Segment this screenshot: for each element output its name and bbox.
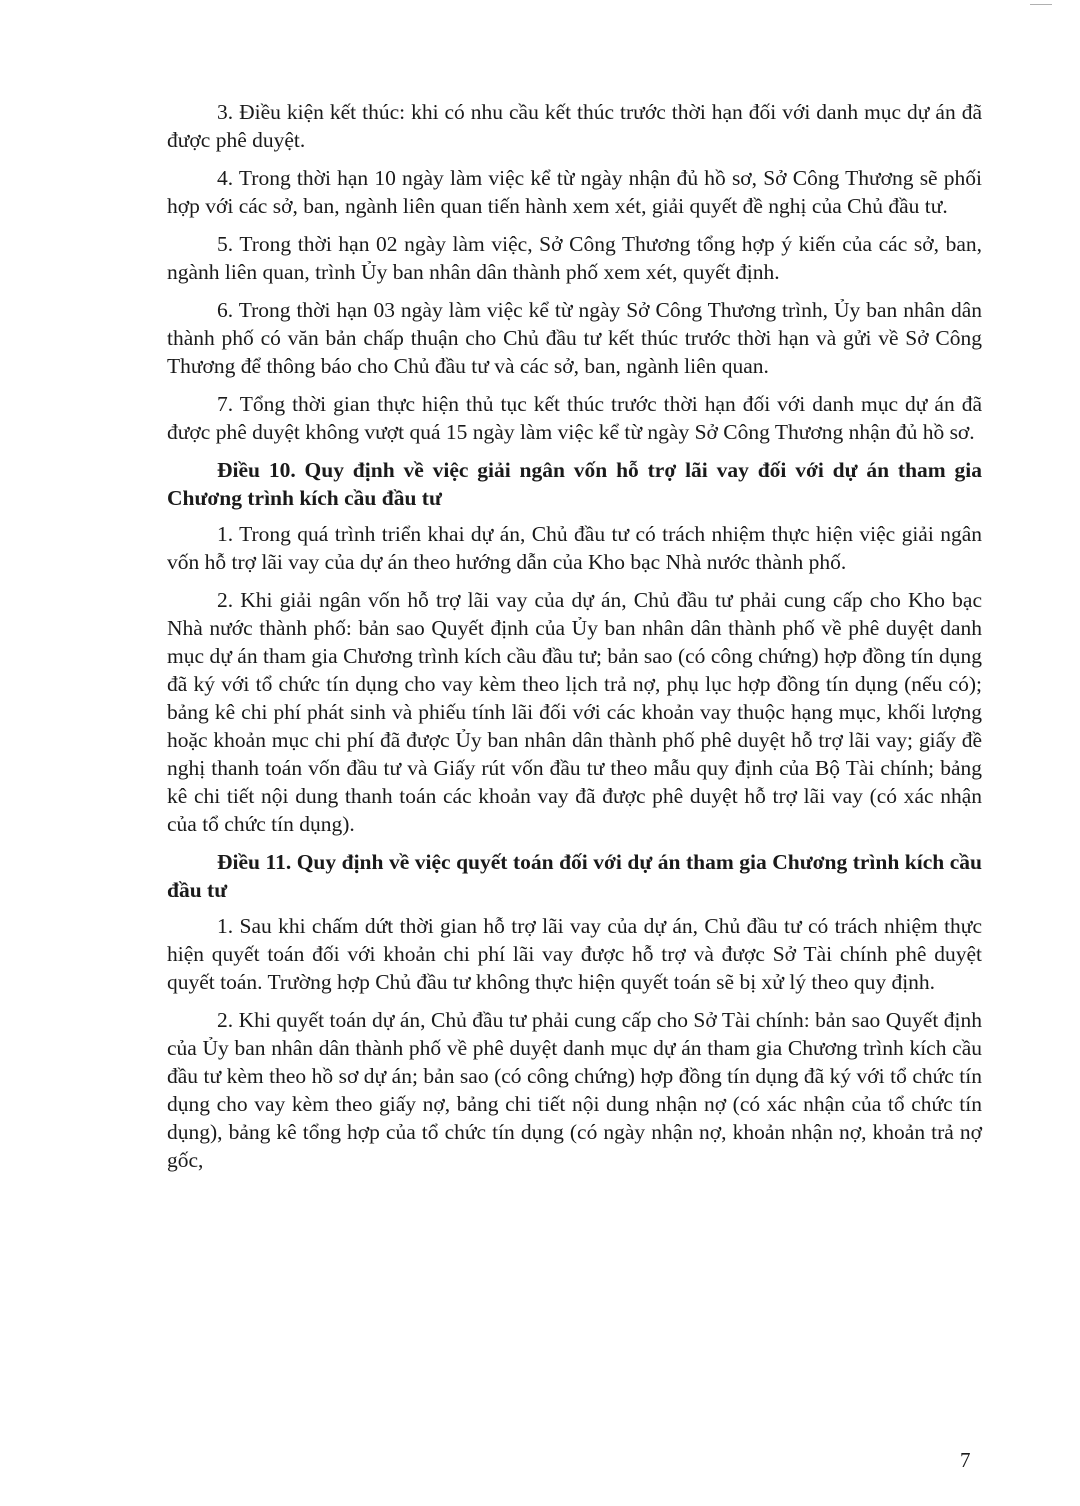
paragraph-item-4: 4. Trong thời hạn 10 ngày làm việc kể từ ngày nhận đủ hồ sơ, Sở Công Thương sẽ phối hợp với các sở, ban, ngành liên quan tiến hành xem xét, giải quyết đề nghị của Chủ đầu tư.	[167, 166, 982, 218]
paragraph-item-3: 3. Điều kiện kết thúc: khi có nhu cầu kết thúc trước thời hạn đối với danh mục dự án đã được phê duyệt.	[167, 100, 982, 152]
article-10-clause-2: 2. Khi giải ngân vốn hỗ trợ lãi vay của dự án, Chủ đầu tư phải cung cấp cho Kho bạc Nhà nước thành phố: bản sao Quyết định của Ủy ban nhân dân thành phố về phê duyệt danh mục dự án tham gia Chương trình kích cầu đầu tư; bản sao (có công chứng) hợp đồng tín dụng đã ký với tổ chức tín dụng cho vay kèm theo lịch trả nợ, phụ lục hợp đồng tín dụng (nếu có); bảng kê chi phí phát sinh và phiếu tính lãi đối với các khoản vay thuộc hạng mục, khối lượng hoặc khoản mục chi phí đã được Ủy ban nhân dân thành phố phê duyệt hỗ trợ lãi vay; giấy đề nghị thanh toán vốn đầu tư và Giấy rút vốn đầu tư theo mẫu quy định của Bộ Tài chính; bảng kê chi tiết nội dung thanh toán các khoản vay đã được phê duyệt hỗ trợ lãi vay (có xác nhận của tổ chức tín dụng).	[167, 588, 982, 836]
article-11-heading: Điều 11. Quy định về việc quyết toán đối với dự án tham gia Chương trình kích cầu đầu tư	[167, 850, 982, 902]
document-body	[167, 98, 982, 1184]
page-number: 7	[960, 1448, 971, 1472]
article-10-clause-1: 1. Trong quá trình triển khai dự án, Chủ đầu tư có trách nhiệm thực hiện việc giải ngân vốn hỗ trợ lãi vay của dự án theo hướng dẫn của Kho bạc Nhà nước thành phố.	[167, 522, 982, 574]
paragraph-item-7: 7. Tổng thời gian thực hiện thủ tục kết thúc trước thời hạn đối với danh mục dự án đã được phê duyệt không vượt quá 15 ngày làm việc kể từ ngày Sở Công Thương nhận đủ hồ sơ.	[167, 392, 982, 444]
scan-edge-mark	[1030, 4, 1052, 5]
article-11-clause-1: 1. Sau khi chấm dứt thời gian hỗ trợ lãi vay của dự án, Chủ đầu tư có trách nhiệm thực hiện quyết toán đối với khoản chi phí lãi vay được hỗ trợ và được Sở Tài chính phê duyệt quyết toán. Trường hợp Chủ đầu tư không thực hiện quyết toán sẽ bị xử lý theo quy định.	[167, 914, 982, 994]
paragraph-item-6: 6. Trong thời hạn 03 ngày làm việc kể từ ngày Sở Công Thương trình, Ủy ban nhân dân thành phố có văn bản chấp thuận cho Chủ đầu tư kết thúc trước thời hạn và gửi về Sở Công Thương để thông báo cho Chủ đầu tư và các sở, ban, ngành liên quan.	[167, 298, 982, 378]
article-10-heading: Điều 10. Quy định về việc giải ngân vốn hỗ trợ lãi vay đối với dự án tham gia Chương trình kích cầu đầu tư	[167, 458, 982, 510]
paragraph-item-5: 5. Trong thời hạn 02 ngày làm việc, Sở Công Thương tổng hợp ý kiến của các sở, ban, ngành liên quan, trình Ủy ban nhân dân thành phố xem xét, quyết định.	[167, 232, 982, 284]
article-11-clause-2: 2. Khi quyết toán dự án, Chủ đầu tư phải cung cấp cho Sở Tài chính: bản sao Quyết định của Ủy ban nhân dân thành phố về phê duyệt danh mục dự án tham gia Chương trình kích cầu đầu tư kèm theo hồ sơ dự án; bản sao (có công chứng) hợp đồng tín dụng đã ký với tổ chức tín dụng cho vay kèm theo giấy nợ, bảng chi tiết nội dung nhận nợ (có xác nhận của tổ chức tín dụng), bảng kê tổng hợp của tổ chức tín dụng (có ngày nhận nợ, khoản nhận nợ, khoản trả nợ gốc,	[167, 1008, 982, 1172]
